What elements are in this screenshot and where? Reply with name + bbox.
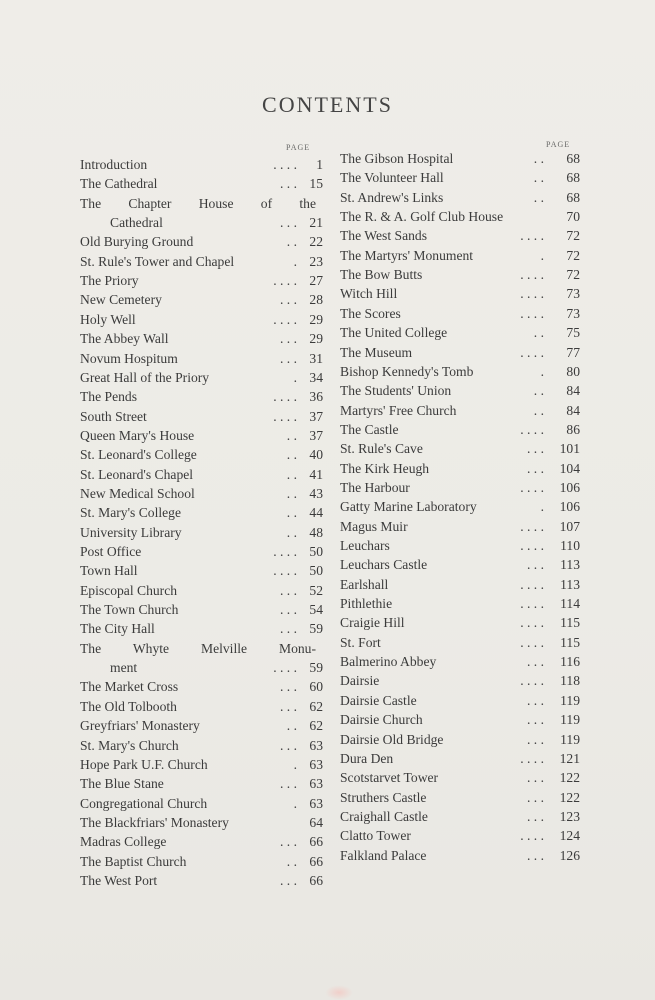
entry-title: New Cemetery [80, 292, 162, 308]
entry-title: St. Andrew's Links [340, 189, 444, 205]
entry-title: The United College [340, 325, 448, 341]
contents-entry [80, 619, 323, 639]
contents-entry [80, 561, 323, 581]
entry-leader-dots: . . [286, 485, 297, 501]
entry-title: Town Hall [80, 563, 138, 579]
entry-title: The Baptist Church [80, 853, 187, 869]
entry-title: Bishop Kennedy's Tomb [340, 363, 474, 379]
entry-page-number: 106 [559, 479, 580, 495]
contents-entry [80, 445, 323, 465]
entry-title: The Old Tolbooth [80, 698, 177, 714]
entry-title: The Abbey Wall [80, 331, 169, 347]
entry-page-number: 114 [560, 596, 580, 612]
entry-title: The West Port [80, 872, 158, 888]
entry-title: Dairsie [340, 673, 380, 689]
entry-page-number: 77 [566, 344, 580, 360]
entry-leader-dots: . . . [527, 654, 544, 670]
entry-page-number: 110 [560, 538, 580, 553]
entry-leader-dots: . . [286, 427, 297, 443]
entry-page-number: 68 [566, 170, 580, 186]
entry-leader-dots: . . . [280, 776, 297, 792]
contents-entry [80, 290, 323, 310]
entry-leader-dots: . . [533, 325, 544, 341]
entry-page-number: 123 [559, 808, 580, 824]
entry-title: Dairsie Old Bridge [340, 731, 444, 747]
entry-page-number: 63 [309, 737, 323, 753]
entry-page-number: 113 [560, 576, 580, 592]
entry-title: Dairsie Castle [340, 692, 417, 708]
entry-page-number: 119 [560, 731, 580, 747]
entry-page-number: 122 [559, 770, 580, 786]
contents-entry [340, 613, 580, 633]
entry-page-number: 43 [309, 485, 323, 501]
entry-page-number: 66 [309, 872, 323, 888]
contents-entry [80, 813, 323, 833]
entry-leader-dots: . . . [280, 698, 297, 714]
entry-title: Greyfriars' Monastery [80, 718, 200, 734]
entry-leader-dots: . . [286, 718, 297, 734]
entry-title: Great Hall of the Priory [80, 369, 210, 385]
entry-leader-dots: . . . . [520, 305, 544, 321]
entry-page-number: 15 [309, 176, 323, 192]
entry-title: Congregational Church [80, 795, 208, 811]
contents-entry [340, 246, 580, 266]
entry-leader-dots: . . . [280, 350, 297, 366]
contents-entry [340, 555, 580, 575]
entry-title: Cathedral [110, 215, 163, 231]
entry-leader-dots: . . . . [520, 750, 544, 766]
contents-entry [340, 149, 580, 169]
contents-entry [340, 304, 580, 324]
entry-leader-dots: . . . [280, 215, 297, 231]
entry-page-number: 80 [566, 363, 580, 379]
entry-page-number: 68 [566, 189, 580, 205]
entry-title: Craigie Hill [340, 615, 405, 631]
contents-entry [340, 188, 580, 208]
entry-page-number: 72 [566, 228, 580, 244]
entry-leader-dots: . . . . [520, 634, 544, 650]
entry-title: Hope Park U.F. Church [80, 756, 208, 772]
entry-leader-dots: . . . . [520, 828, 544, 844]
entry-title: The Blackfriars' Monastery [80, 814, 229, 830]
entry-page-number: 68 [566, 151, 580, 166]
contents-entry [340, 826, 580, 846]
entry-title: The Kirk Heugh [340, 460, 430, 476]
contents-entry [80, 232, 323, 252]
entry-leader-dots: . . . [280, 872, 297, 888]
entry-page-number: 73 [566, 305, 580, 321]
entry-page-number: 116 [560, 654, 580, 670]
contents-entry [80, 213, 323, 233]
entry-title: Old Burying Ground [80, 234, 194, 250]
entry-leader-dots: . . [286, 234, 297, 250]
entry-leader-dots: . . . [527, 789, 544, 805]
contents-entry [340, 730, 580, 750]
entry-title: Dairsie Church [340, 712, 423, 728]
contents-entry [80, 639, 323, 659]
entry-page-number: 21 [309, 215, 323, 231]
entry-title: New Medical School [80, 485, 195, 501]
contents-entry [80, 271, 323, 291]
entry-page-number: 72 [566, 247, 580, 263]
entry-title: St. Leonard's College [80, 447, 197, 463]
entry-leader-dots: . . . . [520, 421, 544, 437]
entry-title: Leuchars [340, 538, 390, 553]
contents-entry [80, 329, 323, 349]
entry-page-number: 86 [566, 421, 580, 437]
entry-page-number: 62 [309, 698, 323, 714]
contents-entry [340, 226, 580, 246]
entry-page-number: 124 [559, 828, 580, 844]
entry-page-number: 37 [309, 408, 323, 424]
entry-page-number: 50 [309, 563, 323, 579]
contents-entry [80, 581, 323, 601]
entry-title: Magus Muir [340, 518, 408, 534]
contents-entry [340, 691, 580, 711]
contents-entry [80, 484, 323, 504]
entry-leader-dots: . . [286, 466, 297, 482]
contents-entry [340, 207, 580, 227]
entry-title: St. Rule's Cave [340, 441, 423, 457]
entry-title: The Students' Union [340, 383, 452, 399]
entry-page-number: 36 [309, 389, 323, 405]
entry-title: The Pends [80, 389, 138, 405]
contents-entry [80, 155, 323, 175]
entry-title: Post Office [80, 544, 142, 559]
entry-leader-dots: . . . [527, 441, 544, 457]
entry-title: St. Mary's Church [80, 737, 179, 753]
contents-entry [80, 774, 323, 794]
entry-page-number: 104 [559, 460, 580, 476]
entry-leader-dots: . . . . [520, 267, 544, 283]
contents-entry [340, 323, 580, 343]
entry-leader-dots: . . [286, 505, 297, 521]
entry-page-number: 62 [309, 718, 323, 734]
entry-leader-dots: . . . . [273, 563, 297, 579]
contents-entry [340, 710, 580, 730]
entry-title: Martyrs' Free Church [340, 402, 457, 418]
contents-entry [340, 517, 580, 537]
contents-entry [340, 478, 580, 498]
contents-entry [340, 768, 580, 788]
contents-entry [340, 788, 580, 808]
entry-page-number: 44 [309, 505, 323, 521]
entry-title: The Harbour [340, 479, 410, 495]
contents-entry [80, 871, 323, 891]
entry-title: The R. & A. Golf Club House [340, 209, 504, 225]
entry-leader-dots: . . . . [273, 408, 297, 424]
entry-title: St. Fort [340, 634, 381, 650]
entry-title: The City Hall [80, 621, 155, 637]
entry-page-number: 115 [560, 634, 580, 650]
entry-leader-dots: . . . [280, 621, 297, 637]
contents-entry [340, 807, 580, 827]
contents-entry [340, 652, 580, 672]
entry-page-number: 122 [559, 789, 580, 805]
entry-page-number: 119 [560, 692, 580, 708]
contents-entry [80, 716, 323, 736]
contents-entry [340, 633, 580, 653]
entry-page-number: 118 [560, 673, 580, 689]
entry-page-number: 31 [309, 350, 323, 366]
contents-entry [340, 459, 580, 479]
entry-leader-dots: . . . . [273, 544, 297, 559]
entry-page-number: 106 [559, 499, 580, 515]
contents-entry [340, 846, 580, 866]
entry-title: St. Mary's College [80, 505, 181, 521]
entry-title: Witch Hill [340, 286, 398, 302]
entry-title: Gatty Marine Laboratory [340, 499, 477, 515]
entry-page-number: 63 [309, 756, 323, 772]
entry-leader-dots: . . . [280, 737, 297, 753]
entry-title: The Town Church [80, 602, 179, 618]
entry-leader-dots: . . . [280, 602, 297, 618]
contents-entry [340, 420, 580, 440]
contents-entry [80, 852, 323, 872]
entry-leader-dots: . . . [280, 834, 297, 850]
entry-leader-dots: . . . . [520, 673, 544, 689]
entry-leader-dots: . . . . [273, 389, 297, 405]
entry-page-number: 29 [309, 311, 323, 327]
contents-entry [80, 503, 323, 523]
contents-entry [80, 523, 323, 543]
page-title: CONTENTS [262, 92, 393, 117]
entry-leader-dots: . . [533, 151, 544, 166]
entry-title: The Chapter House of the [80, 195, 316, 211]
entry-leader-dots: . . . . [520, 344, 544, 360]
entry-leader-dots: . . . [527, 770, 544, 786]
entry-page-number: 34 [309, 369, 323, 385]
entry-page-number: 107 [559, 518, 580, 534]
entry-title: St. Rule's Tower and Chapel [80, 253, 235, 269]
entry-leader-dots: . . . . [520, 518, 544, 534]
entry-page-number: 63 [309, 776, 323, 792]
contents-entry [80, 252, 323, 272]
contents-entry [80, 465, 323, 485]
entry-page-number: 23 [309, 253, 323, 269]
entry-leader-dots: . . [286, 853, 297, 869]
entry-page-number: 126 [559, 847, 580, 863]
entry-page-number: 59 [309, 660, 323, 676]
entry-page-number: 40 [309, 447, 323, 463]
entry-leader-dots: . . [533, 402, 544, 418]
entry-title: Struthers Castle [340, 789, 427, 805]
entry-page-number: 37 [309, 427, 323, 443]
entry-leader-dots: . . . . [273, 273, 297, 289]
contents-entry [80, 600, 323, 620]
entry-leader-dots: . . . . [273, 660, 297, 676]
entry-page-number: 22 [309, 234, 323, 250]
entry-leader-dots: . . [533, 189, 544, 205]
contents-entry [80, 407, 323, 427]
entry-page-number: 59 [309, 621, 323, 637]
contents-entry [80, 677, 323, 697]
entry-title: The Gibson Hospital [340, 151, 454, 166]
entry-title: The Market Cross [80, 679, 179, 695]
entry-page-number: 63 [309, 795, 323, 811]
entry-title: University Library [80, 524, 182, 540]
entry-title: St. Leonard's Chapel [80, 466, 194, 482]
entry-leader-dots: . [293, 795, 297, 811]
entry-title: The Castle [340, 421, 399, 437]
entry-page-number: 48 [309, 524, 323, 540]
entry-title: Balmerino Abbey [340, 654, 437, 670]
entry-page-number: 113 [560, 557, 580, 573]
entry-title: Pithlethie [340, 596, 393, 612]
entry-title: The Priory [80, 273, 139, 289]
entry-page-number: 73 [566, 286, 580, 302]
entry-page-number: 1 [316, 157, 323, 172]
contents-entry [340, 749, 580, 769]
entry-page-number: 50 [309, 544, 323, 559]
entry-title: The Blue Stane [80, 776, 164, 792]
entry-leader-dots: . . . . [520, 576, 544, 592]
entry-page-number: 75 [566, 325, 580, 341]
entry-leader-dots: . [293, 369, 297, 385]
entry-leader-dots: . [540, 499, 544, 515]
contents-entry [80, 697, 323, 717]
entry-leader-dots: . . . . [520, 479, 544, 495]
left-page-header: PAGE [286, 143, 311, 152]
entry-title: Earlshall [340, 576, 389, 592]
entry-leader-dots: . . . [527, 557, 544, 573]
contents-entry [80, 174, 323, 194]
entry-page-number: 115 [560, 615, 580, 631]
entry-title: Dura Den [340, 750, 394, 766]
entry-title: Clatto Tower [340, 828, 411, 844]
contents-entry [340, 284, 580, 304]
entry-leader-dots: . . . . [520, 538, 544, 553]
contents-entry [80, 658, 323, 678]
entry-leader-dots: . . [533, 170, 544, 186]
entry-title: The Bow Butts [340, 267, 423, 283]
entry-page-number: 72 [566, 267, 580, 283]
entry-title: Novum Hospitum [80, 350, 178, 366]
entry-title: Craighall Castle [340, 808, 428, 824]
entry-title: The Volunteer Hall [340, 170, 444, 186]
entry-leader-dots: . . . . [520, 615, 544, 631]
entry-leader-dots: . . . [527, 712, 544, 728]
entry-page-number: 66 [309, 834, 323, 850]
contents-entry [340, 343, 580, 363]
contents-entry [80, 387, 323, 407]
entry-page-number: 41 [309, 466, 323, 482]
entry-leader-dots: . . [286, 447, 297, 463]
contents-entry [340, 536, 580, 556]
entry-page-number: 29 [309, 331, 323, 347]
entry-title: Scotstarvet Tower [340, 770, 439, 786]
entry-leader-dots: . . . [527, 808, 544, 824]
contents-entry [80, 310, 323, 330]
entry-title: South Street [80, 408, 147, 424]
entry-page-number: 54 [309, 602, 323, 618]
entry-page-number: 27 [309, 273, 323, 289]
entry-leader-dots: . . . [280, 679, 297, 695]
contents-entry [80, 794, 323, 814]
contents-entry [340, 168, 580, 188]
entry-leader-dots: . . . [527, 692, 544, 708]
contents-entry [340, 497, 580, 517]
entry-leader-dots: . . . . [520, 286, 544, 302]
entry-leader-dots: . . . [280, 331, 297, 347]
paper-stain [325, 985, 353, 1000]
contents-entry [80, 832, 323, 852]
entry-title: The Museum [340, 344, 413, 360]
entry-title: Leuchars Castle [340, 557, 428, 573]
entry-title: Episcopal Church [80, 582, 178, 598]
entry-title: The Martyrs' Monument [340, 247, 474, 263]
contents-entry [80, 368, 323, 388]
entry-page-number: 121 [559, 750, 580, 766]
entry-page-number: 60 [309, 679, 323, 695]
entry-page-number: 70 [566, 209, 580, 225]
entry-page-number: 28 [309, 292, 323, 308]
entry-leader-dots: . . . [280, 292, 297, 308]
entry-page-number: 84 [566, 402, 580, 418]
contents-entry [80, 194, 323, 214]
contents-entry [80, 736, 323, 756]
contents-entry [340, 671, 580, 691]
entry-leader-dots: . [293, 253, 297, 269]
contents-entry [80, 426, 323, 446]
contents-entry [340, 401, 580, 421]
right-page-header: PAGE [546, 140, 571, 149]
entry-title: The Scores [340, 305, 401, 321]
entry-title: The West Sands [340, 228, 428, 244]
contents-entry [340, 381, 580, 401]
contents-entry [340, 594, 580, 614]
entry-page-number: 119 [560, 712, 580, 728]
entry-leader-dots: . [293, 756, 297, 772]
contents-entry [80, 542, 323, 562]
entry-leader-dots: . . . [527, 731, 544, 747]
entry-leader-dots: . . . . [273, 311, 297, 327]
contents-entry [80, 349, 323, 369]
entry-title: Holy Well [80, 311, 136, 327]
entry-page-number: 84 [566, 383, 580, 399]
entry-title: Introduction [80, 157, 148, 172]
entry-title: ment [110, 660, 138, 676]
entry-leader-dots: . . . [527, 460, 544, 476]
entry-leader-dots: . . . [280, 176, 297, 192]
entry-leader-dots: . . . . [520, 596, 544, 612]
entry-leader-dots: . . . [280, 582, 297, 598]
entry-page-number: 52 [309, 582, 323, 598]
entry-title: The Cathedral [80, 176, 158, 192]
entry-title: Madras College [80, 834, 167, 850]
entry-leader-dots: . . . . [273, 157, 297, 172]
entry-leader-dots: . . [286, 524, 297, 540]
entry-page-number: 64 [309, 814, 323, 830]
contents-entry [340, 439, 580, 459]
entry-leader-dots: . . [533, 383, 544, 399]
entry-page-number: 101 [559, 441, 580, 457]
entry-page-number: 66 [309, 853, 323, 869]
entry-title: Queen Mary's House [80, 427, 195, 443]
entry-title: The Whyte Melville Monu- [80, 640, 316, 656]
contents-entry [340, 575, 580, 595]
entry-title: Falkland Palace [340, 847, 427, 863]
entry-leader-dots: . [540, 247, 544, 263]
contents-entry [80, 755, 323, 775]
entry-leader-dots: . [540, 363, 544, 379]
entry-leader-dots: . . . . [520, 228, 544, 244]
entry-leader-dots: . . . [527, 847, 544, 863]
contents-entry [340, 362, 580, 382]
contents-entry [340, 265, 580, 285]
